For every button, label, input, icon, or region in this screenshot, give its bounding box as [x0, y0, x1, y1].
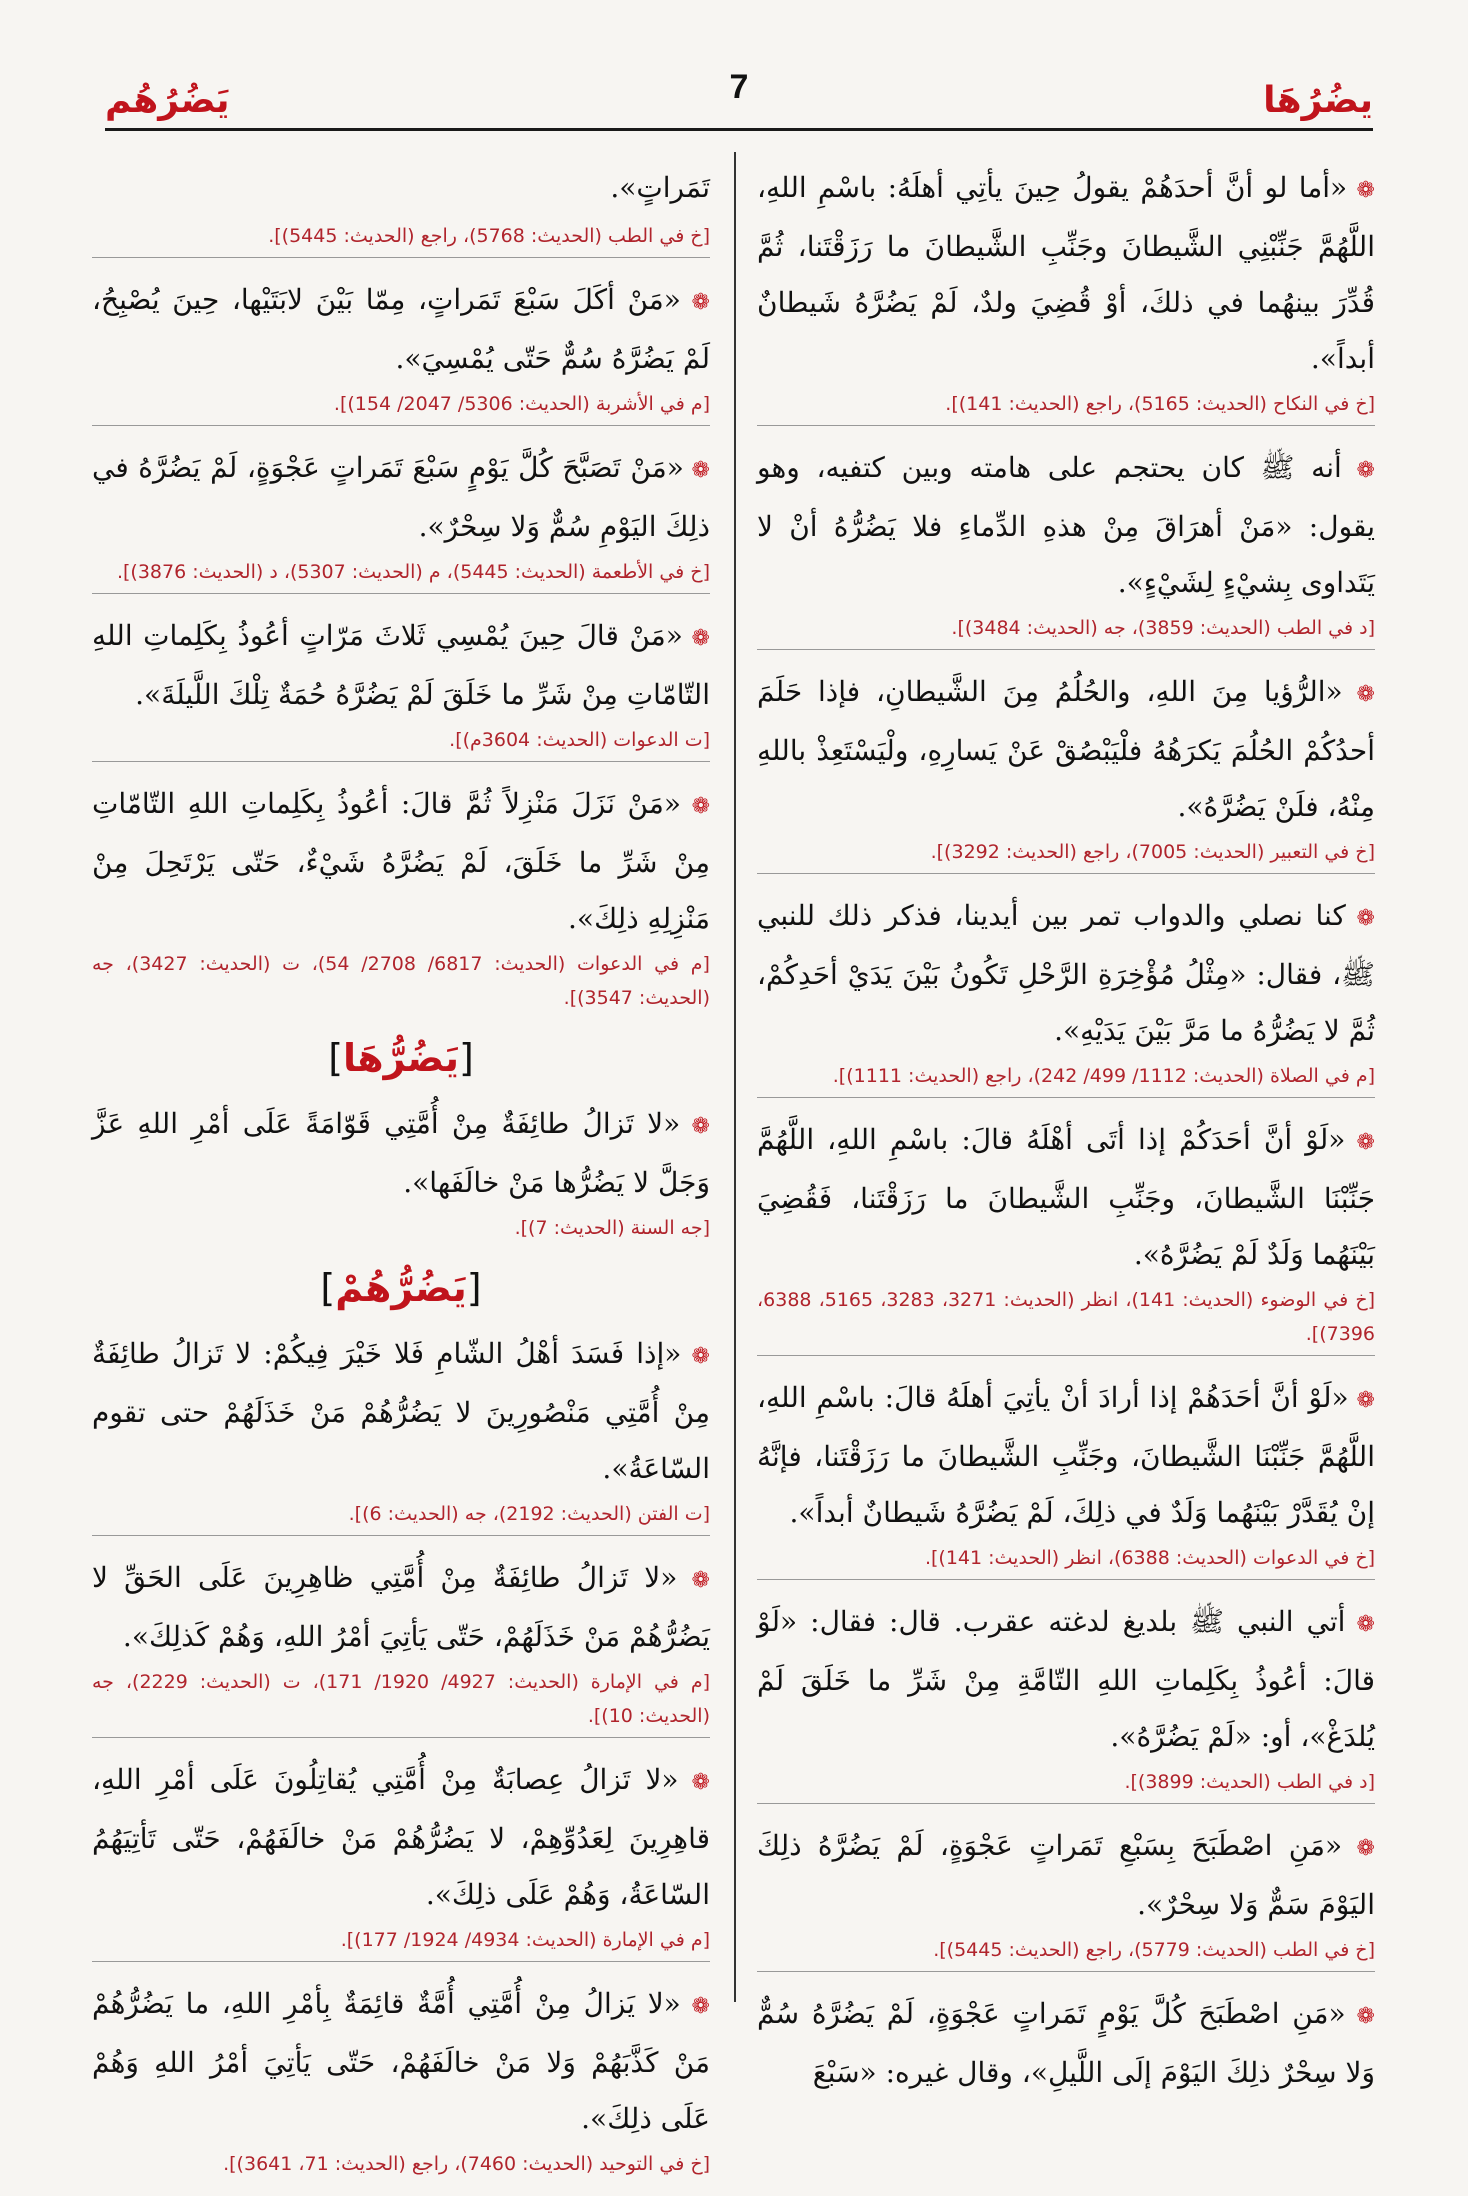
- hadith-text: ❁ «مَنْ نَزَلَ مَنْزِلاً ثُمَّ قالَ: أعُوذُ بِكَلِماتِ اللهِ التّامّاتِ مِنْ شَرِّ ما خَلَقَ، لَمْ يَضُرَّهُ شَيْءٌ، حَتّى يَرْتَحِلَ مِنْ مَنْزِلِهِ ذلِكَ».: [92, 776, 710, 947]
- hadith-text: ❁ «مَنْ أكَلَ سَبْعَ تَمَراتٍ، مِمّا بَيْنَ لابَتَيْها، حِينَ يُصْبِحُ، لَمْ يَضُرَّهُ سُمٌّ حَتّى يُمْسِيَ».: [92, 272, 710, 387]
- hadith-text: ❁ «لا يَزالُ مِنْ أُمَّتِي أُمَّةٌ قائِمَةٌ بِأمْرِ اللهِ، ما يَضُرُّهُمْ مَنْ كَذَّبَهُمْ وَلا مَنْ خالَفَهُمْ، حَتّى يَأتِيَ أمْرُ اللهِ وَهُمْ عَلَى ذلِكَ».: [92, 1976, 710, 2147]
- hadith-reference: [م في الإمارة (الحديث: 4927/ 1920/ 171)، ت (الحديث: 2229)، جه (الحديث: 10)].: [92, 1665, 710, 1738]
- hadith-text: ❁ «لا تَزالُ عِصابَةٌ مِنْ أُمَّتِي يُقاتِلُونَ عَلَى أمْرِ اللهِ، قاهِرِينَ لِعَدُوِّهِمْ، لا يَضُرُّهُمْ مَنْ خالَفَهُمْ، حَتّى تَأتِيَهُمُ السّاعَةُ، وَهُمْ عَلَى ذلِكَ».: [92, 1752, 710, 1923]
- hadith-reference: [خ في الطب (الحديث: 5768)، راجع (الحديث: 5445)].: [92, 219, 710, 258]
- hadith-text: ❁ «إذا فَسَدَ أهْلُ الشّامِ فَلا خَيْرَ فِيكُمْ: لا تَزالُ طائِفَةٌ مِنْ أُمَّتِي مَنْصُورِينَ لا يَضُرُّهُمْ مَنْ خَذَلَهُمْ حتى تقوم السّاعَةُ».: [92, 1326, 710, 1497]
- hadith-text: ❁ «مَنْ تَصَبَّحَ كُلَّ يَوْمٍ سَبْعَ تَمَراتٍ عَجْوَةٍ، لَمْ يَضُرَّهُ في ذلِكَ اليَوْمِ سُمٌّ وَلا سِحْرٌ».: [92, 440, 710, 555]
- hadith-reference: [ت الدعوات (الحديث: 3604م)].: [92, 723, 710, 762]
- hadith-entry: [757, 440, 1375, 650]
- hadith-reference: [خ في التعبير (الحديث: 7005)، راجع (الحديث: 3292)].: [757, 835, 1375, 874]
- hadith-reference: [د في الطب (الحديث: 3899)].: [757, 1765, 1375, 1804]
- hadith-entry: [757, 1986, 1375, 2101]
- hadith-text: ❁ أتي النبي ﷺ بلديغ لدغته عقرب. قال: فقال: «لَوْ قالَ: أعُوذُ بِكَلِماتِ اللهِ التّامَّةِ مِنْ شَرِّ ما خَلَقَ لَمْ يُلدَغْ»، أو: «لَمْ يَضُرَّهُ».: [757, 1594, 1375, 1765]
- hadith-text: ❁ كنا نصلي والدواب تمر بين أيدينا، فذكر ذلك للنبي ﷺ، فقال: «مِثْلُ مُؤْخِرَةِ الرَّحْلِ تَكُونُ بَيْنَ يَدَيْ أحَدِكُمْ، ثُمَّ لا يَضُرُّهُ ما مَرَّ بَيْنَ يَدَيْهِ».: [757, 888, 1375, 1059]
- hadith-reference: [م في الدعوات (الحديث: 6817/ 2708/ 54)، ت (الحديث: 3427)، جه (الحديث: 3547)].: [92, 953, 710, 1009]
- hadith-text: ❁ «أما لو أنَّ أحدَهُمْ يقولُ حِينَ يأتِي أهلَهُ: باسْمِ اللهِ، اللَّهُمَّ جَنِّبْنِي الشَّيطانَ وجَنِّبِ الشَّيطانَ ما رَزَقْتَنا، ثُمَّ قُدِّرَ بينهُما في ذلكَ، أوْ قُضِيَ ولدٌ، لَمْ يَضُرَّهُ شَيطانٌ أبداً».: [757, 160, 1375, 387]
- page-number: 7: [729, 68, 749, 106]
- hadith-entry: [92, 160, 710, 258]
- hadith-reference: [خ في الأطعمة (الحديث: 5445)، م (الحديث: 5307)، د (الحديث: 3876)].: [92, 555, 710, 594]
- hadith-reference: [م في الإمارة (الحديث: 4934/ 1924/ 177)].: [92, 1923, 710, 1962]
- hadith-reference: [خ في الدعوات (الحديث: 6388)، انظر (الحديث: 141)].: [757, 1541, 1375, 1580]
- hadith-reference: [خ في النكاح (الحديث: 5165)، راجع (الحديث: 141)].: [757, 387, 1375, 426]
- hadith-reference: [ت الفتن (الحديث: 2192)، جه (الحديث: 6)].: [92, 1497, 710, 1536]
- hadith-text: ❁ «مَنْ قالَ حِينَ يُمْسِي ثَلاثَ مَرّاتٍ أعُوذُ بِكَلِماتِ اللهِ التّامّاتِ مِنْ شَرِّ ما خَلَقَ لَمْ يَضُرَّهُ حُمَةٌ تِلْكَ اللَّيلَةَ».: [92, 608, 710, 723]
- hadith-reference: [م في الصلاة (الحديث: 1112/ 499/ 242)، راجع (الحديث: 1111)].: [757, 1059, 1375, 1098]
- hadith-entry: [92, 1976, 710, 2182]
- hadith-text: ❁ «لا تَزالُ طائِفَةٌ مِنْ أُمَّتِي ظاهِرِينَ عَلَى الحَقِّ لا يَضُرُّهُمْ مَنْ خَذَلَهُمْ، حَتّى يَأتِيَ أمْرُ اللهِ، وَهُمْ كَذلِكَ».: [92, 1550, 710, 1665]
- running-head-right: يضُرُهَا: [1263, 80, 1373, 121]
- hadith-reference: [م في الأشربة (الحديث: 5306/ 2047/ 154)].: [92, 387, 710, 426]
- hadith-entry: [757, 1112, 1375, 1356]
- column-divider: [734, 152, 736, 2002]
- hadith-reference: [خ في الوضوء (الحديث: 141)، انظر (الحديث: 3271، 3283، 5165، 6388، 7396)].: [757, 1283, 1375, 1356]
- left-column: [92, 160, 710, 2196]
- header-rule: [105, 128, 1373, 131]
- hadith-entry: [757, 664, 1375, 874]
- hadith-reference: [د في الطب (الحديث: 3859)، جه (الحديث: 3484)].: [757, 611, 1375, 650]
- hadith-text: ❁ «لَوْ أنَّ أحَدَكُمْ إذا أتَى أهْلَهُ قالَ: باسْمِ اللهِ، اللَّهُمَّ جَنِّبْنَا الشَّيطانَ، وجَنِّبِ الشَّيطانَ ما رَزَقْتَنا، فَقُضِيَ بَيْنَهُما وَلَدٌ لَمْ يَضُرَّهُ».: [757, 1112, 1375, 1283]
- section-heading-yadurruhum: [يَضُرُّهُمْ]: [320, 1266, 482, 1310]
- section-heading-yadurruha: [يَضُرُّهَا]: [328, 1036, 474, 1080]
- hadith-text: تَمَراتٍ».: [610, 171, 710, 204]
- hadith-entry: [92, 1326, 710, 1536]
- hadith-entry: [92, 776, 710, 1016]
- running-head-left: يَضُرُهُم: [105, 80, 230, 121]
- hadith-entry: [92, 1096, 710, 1246]
- hadith-entry: [92, 272, 710, 426]
- hadith-reference: [خ في الطب (الحديث: 5779)، راجع (الحديث: 5445)].: [757, 1933, 1375, 1972]
- hadith-text: ❁ «لا تَزالُ طائِفَةٌ مِنْ أُمَّتِي قَوّامَةً عَلَى أمْرِ اللهِ عَزَّ وَجَلَّ لا يَضُرُّها مَنْ خالَفَها».: [92, 1096, 710, 1211]
- right-column: [757, 160, 1375, 2115]
- hadith-text: ❁ «الرُّؤيا مِنَ اللهِ، والحُلُمُ مِنَ الشَّيطانِ، فإذا حَلَمَ أحدُكُمْ الحُلُمَ يَكرَهُهُ فلْيَبْصُقْ عَنْ يَسارِهِ، ولْيَسْتَعِذْ باللهِ مِنْهُ، فلَنْ يَضُرَّهُ».: [757, 664, 1375, 835]
- hadith-reference: [جه السنة (الحديث: 7)].: [514, 1217, 710, 1239]
- hadith-entry: [757, 1370, 1375, 1580]
- hadith-entry: [757, 888, 1375, 1098]
- hadith-entry: [92, 1752, 710, 1962]
- hadith-entry: [757, 1594, 1375, 1804]
- hadith-entry: [757, 160, 1375, 426]
- hadith-entry: [92, 608, 710, 762]
- hadith-text: ❁ أنه ﷺ كان يحتجم على هامته وبين كتفيه، وهو يقول: «مَنْ أهرَاقَ مِنْ هذهِ الدِّماءِ فلا يَضُرُّهُ أنْ لا يَتَداوى بِشيْءٍ لِشَيْءٍ».: [757, 440, 1375, 611]
- hadith-entry: [92, 1550, 710, 1738]
- hadith-text: ❁ «لَوْ أنَّ أحَدَهُمْ إذا أرادَ أنْ يأتِيَ أهلَهُ قالَ: باسْمِ اللهِ، اللَّهُمَّ جَنِّبْنَا الشَّيطانَ، وجَنِّبِ الشَّيطانَ ما رَزَقْتَنا، فإنَّهُ إنْ يُقَدَّرْ بَيْنَهُما وَلَدٌ في ذلِكَ، لَمْ يَضُرَّهُ شَيطانٌ أبداً».: [757, 1370, 1375, 1541]
- hadith-entry: [757, 1818, 1375, 1972]
- page-header: [105, 58, 1373, 128]
- hadith-text: ❁ «مَنِ اصْطَبَحَ كُلَّ يَوْمٍ تَمَراتٍ عَجْوَةٍ، لَمْ يَضُرَّهُ سُمٌّ وَلا سِحْرٌ ذلِكَ اليَوْمَ إلَى اللَّيلِ»، وقال غيره: «سَبْعَ: [757, 1986, 1375, 2101]
- hadith-entry: [92, 440, 710, 594]
- hadith-text: ❁ «مَنِ اصْطَبَحَ بِسَبْعِ تَمَراتٍ عَجْوَةٍ، لَمْ يَضُرَّهُ ذلِكَ اليَوْمَ سَمٌّ وَلا سِحْرٌ».: [757, 1818, 1375, 1933]
- hadith-reference: [خ في التوحيد (الحديث: 7460)، راجع (الحديث: 71، 3641)].: [223, 2153, 710, 2175]
